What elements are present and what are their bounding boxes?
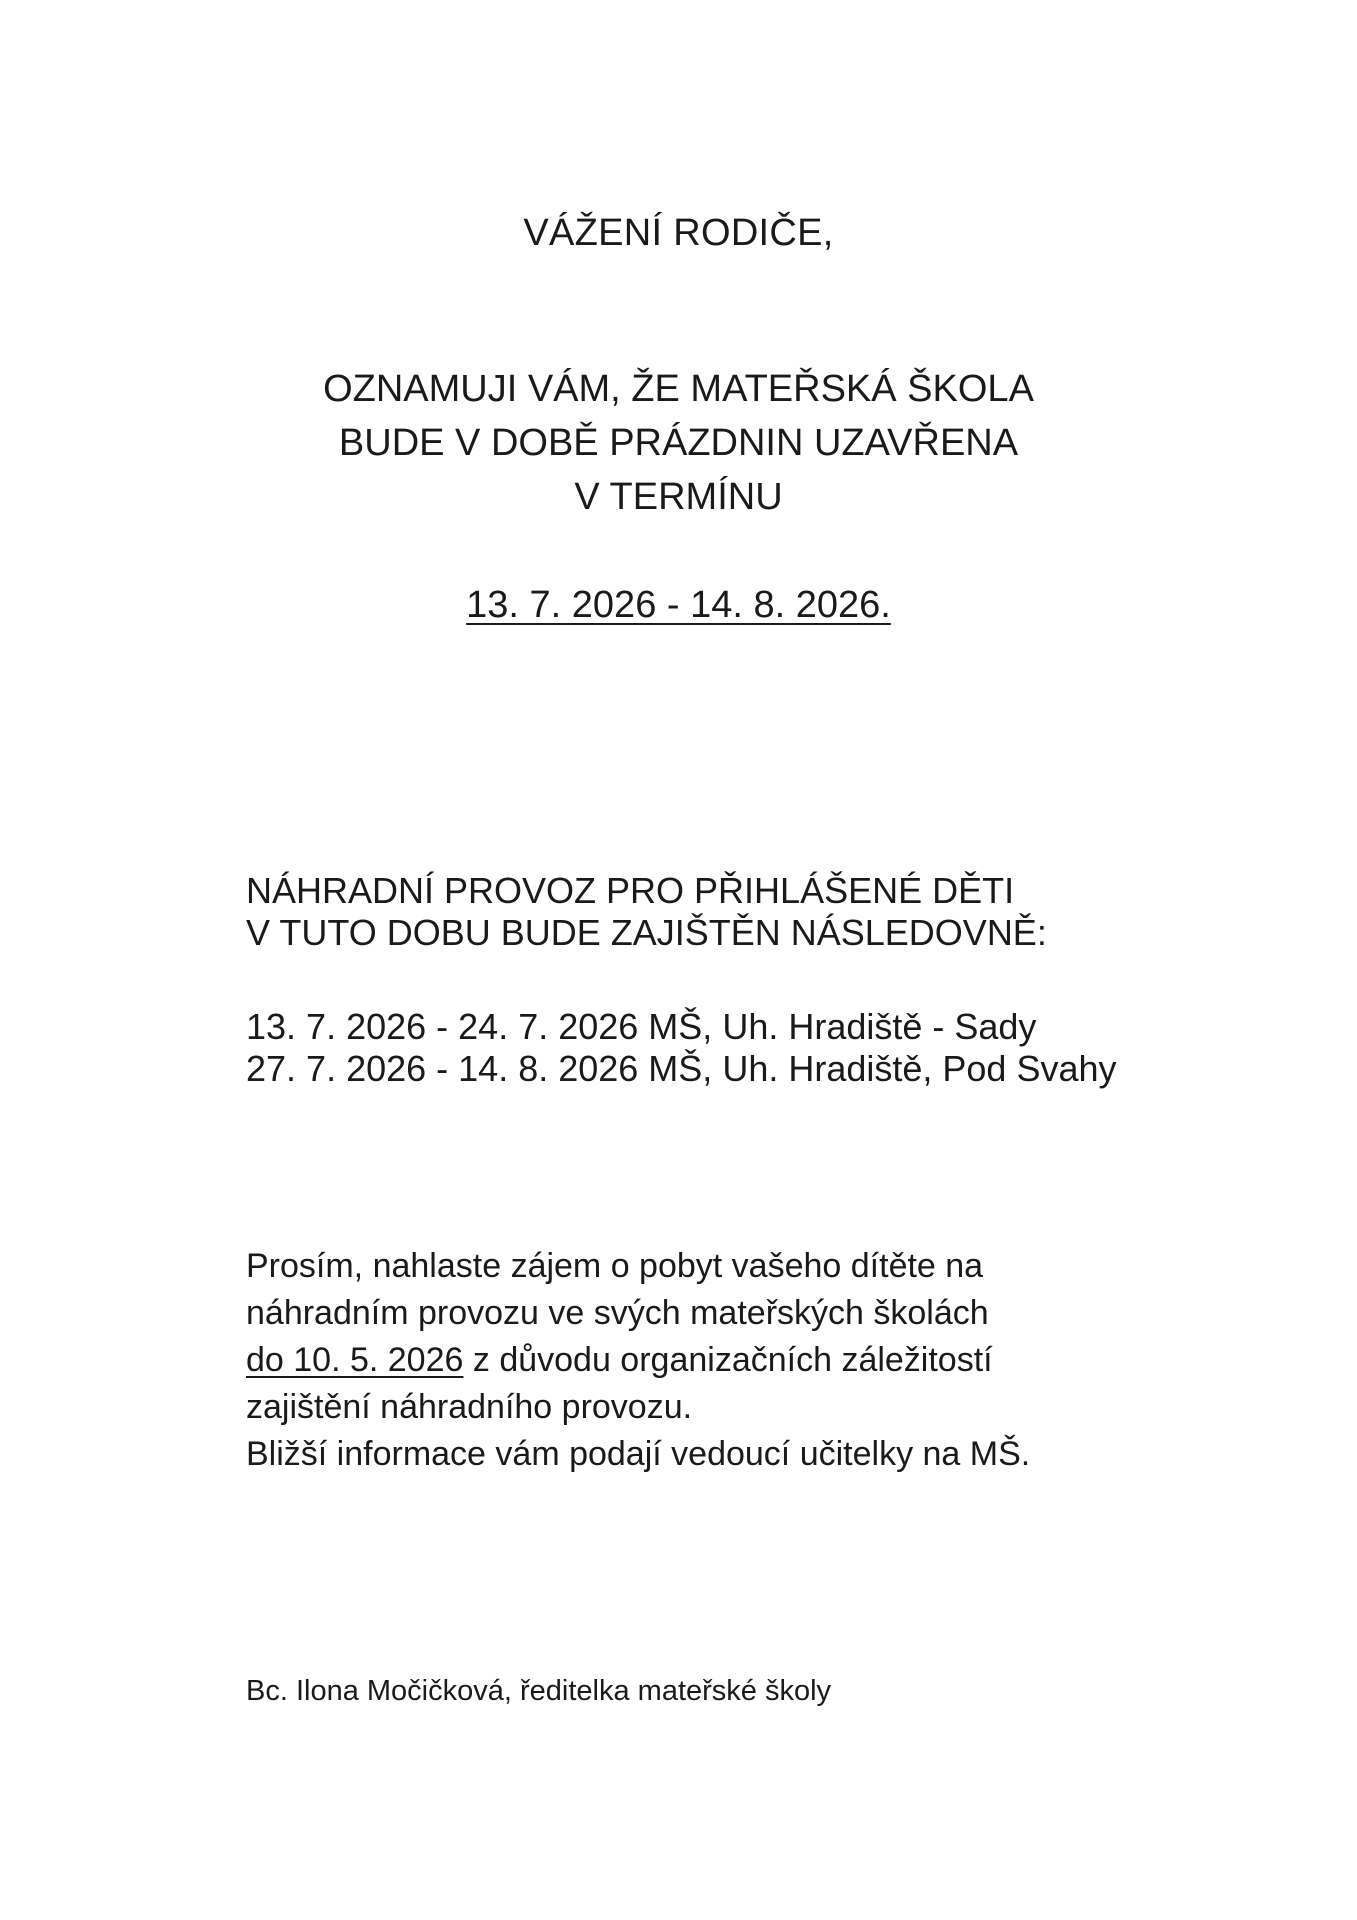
request-line-4: zajištění náhradního provozu.: [246, 1388, 693, 1426]
schedule-item: 27. 7. 2026 - 14. 8. 2026 MŠ, Uh. Hradiště, Pod Svahy: [246, 1048, 1117, 1089]
substitute-heading-line-1: NÁHRADNÍ PROVOZ PRO PŘIHLÁŠENÉ DĚTI: [246, 870, 1015, 911]
greeting-heading: VÁŽENÍ RODIČE,: [523, 212, 834, 254]
request-line-3: [246, 1337, 993, 1384]
closure-period-row: [0, 584, 1357, 627]
signature: Bc. Ilona Močičková, ředitelka mateřské školy: [246, 1675, 832, 1707]
request-line-5: Bližší informace vám podají vedoucí učitelky na MŠ.: [246, 1435, 1031, 1473]
closure-period: 13. 7. 2026 - 14. 8. 2026.: [466, 584, 891, 626]
announcement-line-2: BUDE V DOBĚ PRÁZDNIN UZAVŘENA: [338, 422, 1019, 464]
request-line-3-rest: z důvodu organizačních záležitostí: [463, 1341, 993, 1379]
announcement-line-1: OZNAMUJI VÁM, ŽE MATEŘSKÁ ŠKOLA: [323, 368, 1034, 410]
announcement-line-3: V TERMÍNU: [574, 476, 783, 518]
substitute-heading-line-2: V TUTO DOBU BUDE ZAJIŠTĚN NÁSLEDOVNĚ:: [246, 912, 1047, 953]
request-line-1: Prosím, nahlaste zájem o pobyt vašeho dítěte na: [246, 1247, 984, 1285]
registration-deadline: do 10. 5. 2026: [246, 1341, 464, 1379]
schedule-item: 13. 7. 2026 - 24. 7. 2026 MŠ, Uh. Hradiště - Sady: [246, 1006, 1037, 1047]
request-line-2: náhradním provozu ve svých mateřských školách: [246, 1294, 989, 1332]
